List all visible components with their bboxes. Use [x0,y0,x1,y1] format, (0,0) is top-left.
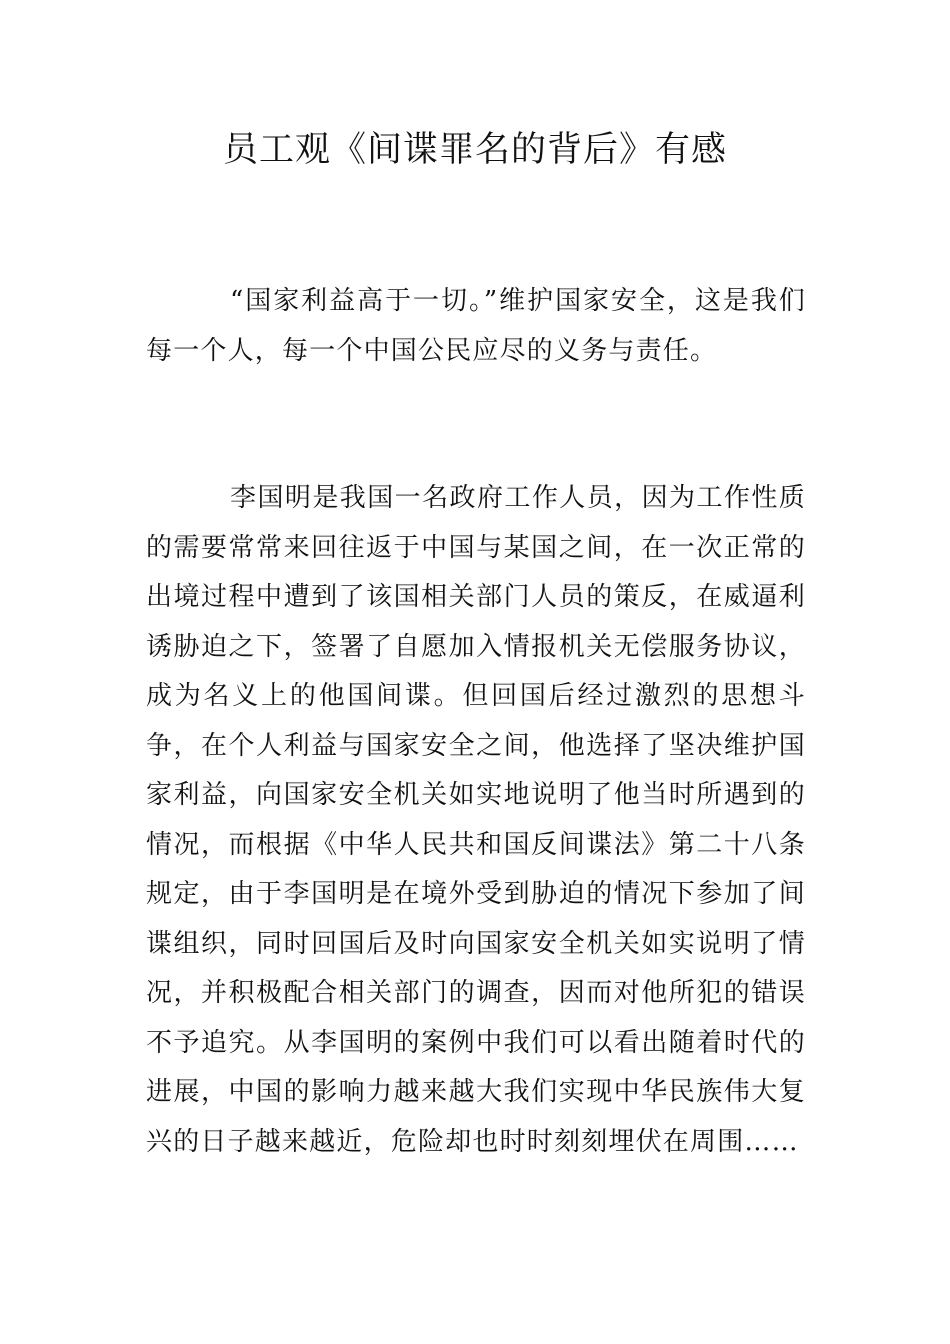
document-title: 员工观《间谍罪名的背后》有感 [222,130,727,170]
paragraph-intro: “国家利益高于一切。”维护国家安全，这是我们每一个人，每一个中国公民应尽的义务与责任。 [146,286,806,366]
paragraph-case: 李国明是我国一名政府工作人员，因为工作性质的需要常常来回往返于中国与某国之间，在一次正常的出境过程中遭到了该国相关部门人员的策反，在威逼利诱胁迫之下，签署了自愿加入情报机关无偿服务协议，成为名义上的他国间谍。但回国后经过激烈的思想斗争，在个人利益与国家安全之间，他选择了坚决维护国家利益，向国家安全机关如实地说明了他当时所遇到的情况，而根据《中华人民共和国反间谍法》第二十八条规定，由于李国明是在境外受到胁迫的情况下参加了间谍组织，同时回国后及时向国家安全机关如实说明了情况，并积极配合相关部门的调查，因而对他所犯的错误不予追究。从李国明的案例中我们可以看出随着时代的进展，中国的影响力越来越大我们实现中华民族伟大复兴的日子越来越近，危险却也时时刻刻埋伏在周围…… [146,483,806,1157]
